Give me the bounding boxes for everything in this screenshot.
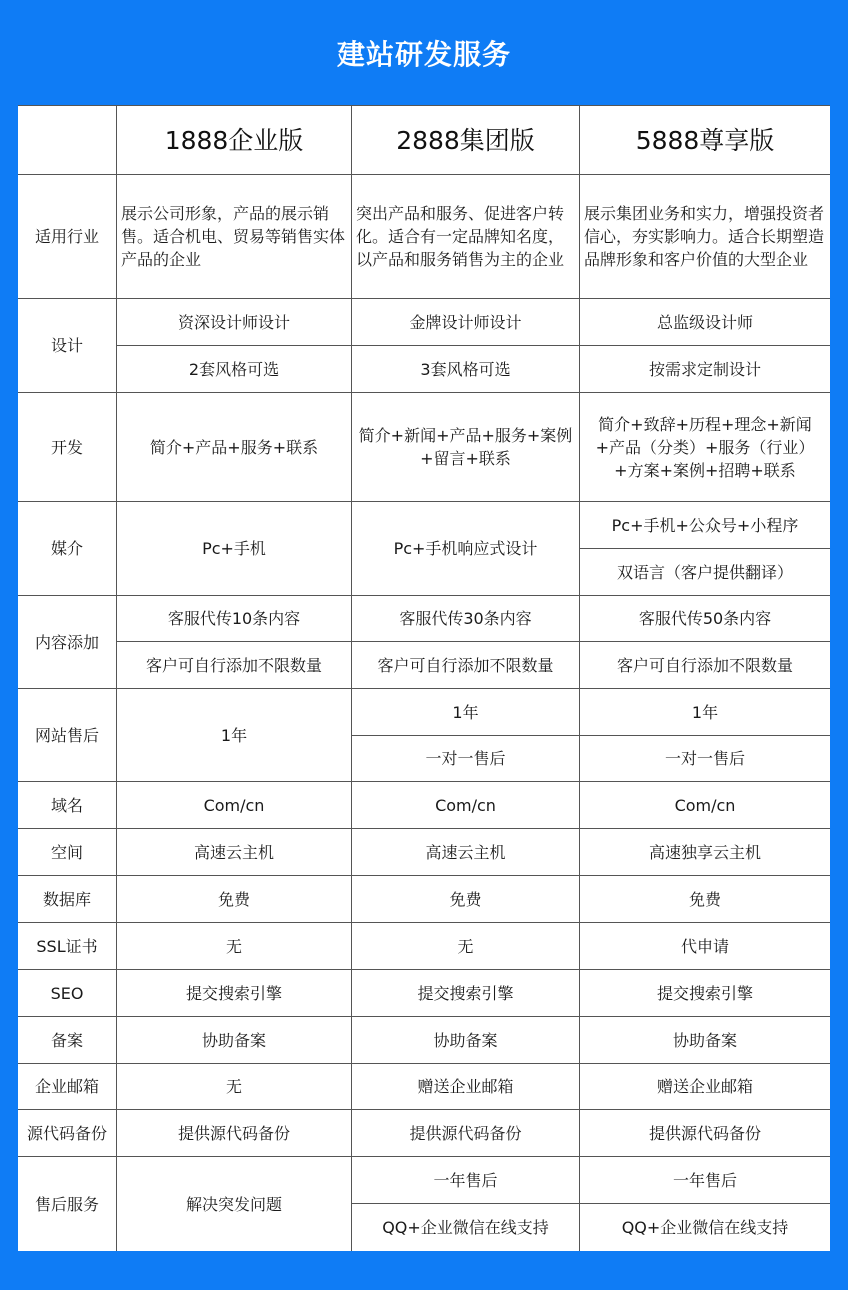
site-aftersale-plan2-mode: 一对一售后	[352, 736, 580, 782]
media-plan3-language: 双语言（客户提供翻译）	[580, 549, 830, 596]
database-plan1: 免费	[117, 876, 352, 923]
mail-plan1: 无	[117, 1064, 352, 1110]
content-plan1-service: 客服代传10条内容	[117, 596, 352, 642]
database-plan3: 免费	[580, 876, 830, 923]
media-plan1: Pc+手机	[117, 502, 352, 596]
space-plan1: 高速云主机	[117, 829, 352, 876]
header-plan-5888: 5888尊享版	[580, 106, 830, 175]
domain-plan3: Com/cn	[580, 782, 830, 829]
record-plan1: 协助备案	[117, 1017, 352, 1064]
backup-plan3: 提供源代码备份	[580, 1110, 830, 1157]
dev-plan1: 简介+产品+服务+联系	[117, 393, 352, 502]
backup-plan2: 提供源代码备份	[352, 1110, 580, 1157]
media-plan3-platforms: Pc+手机+公众号+小程序	[580, 502, 830, 549]
ssl-plan1: 无	[117, 923, 352, 970]
design-plan3-styles: 按需求定制设计	[580, 346, 830, 393]
page-title: 建站研发服务	[336, 37, 511, 71]
industry-plan2: 突出产品和服务、促进客户转化。适合有一定品牌知名度，以产品和服务销售为主的企业	[352, 175, 580, 299]
industry-plan3: 展示集团业务和实力，增强投资者信心，夯实影响力。适合长期塑造品牌形象和客户价值的大型企业	[580, 175, 830, 299]
service-plan1: 解决突发问题	[117, 1157, 352, 1251]
seo-plan3: 提交搜索引擎	[580, 970, 830, 1017]
service-plan3-support: QQ+企业微信在线支持	[621, 1218, 789, 1237]
ssl-plan3: 代申请	[580, 923, 830, 970]
design-plan2-styles: 3套风格可选	[352, 346, 580, 393]
row-label-design: 设计	[18, 299, 117, 393]
record-plan3: 协助备案	[580, 1017, 830, 1064]
dev-plan3: 简介+致辞+历程+理念+新闻+产品（分类）+服务（行业）+方案+案例+招聘+联系	[580, 393, 830, 502]
row-label-industry: 适用行业	[18, 175, 117, 299]
row-label-domain: 域名	[18, 782, 117, 829]
row-label-space: 空间	[18, 829, 117, 876]
site-aftersale-plan3-mode: 一对一售后	[580, 736, 830, 782]
row-label-service: 售后服务	[18, 1157, 117, 1251]
dev-plan2: 简介+新闻+产品+服务+案例+留言+联系	[352, 393, 580, 502]
header-plan-1888: 1888企业版	[117, 106, 352, 175]
domain-plan2: Com/cn	[352, 782, 580, 829]
row-label-content: 内容添加	[18, 596, 117, 689]
ssl-plan2: 无	[352, 923, 580, 970]
row-label-dev: 开发	[18, 393, 117, 502]
service-plan3-period: 一年售后	[580, 1157, 830, 1204]
design-plan1-designer: 资深设计师设计	[117, 299, 352, 346]
space-plan2: 高速云主机	[352, 829, 580, 876]
content-plan3-self: 客户可自行添加不限数量	[580, 642, 830, 689]
header-corner	[18, 106, 117, 175]
row-label-backup: 源代码备份	[18, 1110, 117, 1157]
backup-plan1: 提供源代码备份	[117, 1110, 352, 1157]
row-label-record: 备案	[18, 1017, 117, 1064]
industry-plan1: 展示公司形象，产品的展示销售。适合机电、贸易等销售实体产品的企业	[117, 175, 352, 299]
design-plan1-styles: 2套风格可选	[117, 346, 352, 393]
pricing-table	[18, 105, 830, 1251]
database-plan2: 免费	[352, 876, 580, 923]
record-plan2: 协助备案	[352, 1017, 580, 1064]
row-label-seo: SEO	[18, 970, 117, 1017]
media-plan2: Pc+手机响应式设计	[352, 502, 580, 596]
row-label-media: 媒介	[18, 502, 117, 596]
row-label-database: 数据库	[18, 876, 117, 923]
content-plan1-self: 客户可自行添加不限数量	[117, 642, 352, 689]
space-plan3: 高速独享云主机	[580, 829, 830, 876]
row-label-site-aftersale: 网站售后	[18, 689, 117, 782]
site-aftersale-plan1: 1年	[117, 689, 352, 782]
row-label-ssl: SSL证书	[18, 923, 117, 970]
service-plan2-period: 一年售后	[352, 1157, 580, 1204]
service-plan2-support: QQ+企业微信在线支持	[352, 1204, 580, 1251]
content-plan2-self: 客户可自行添加不限数量	[352, 642, 580, 689]
seo-plan2: 提交搜索引擎	[352, 970, 580, 1017]
design-plan2-designer: 金牌设计师设计	[352, 299, 580, 346]
design-plan3-designer: 总监级设计师	[580, 299, 830, 346]
seo-plan1: 提交搜索引擎	[117, 970, 352, 1017]
mail-plan2: 赠送企业邮箱	[352, 1064, 580, 1110]
domain-plan1: Com/cn	[117, 782, 352, 829]
mail-plan3: 赠送企业邮箱	[580, 1064, 830, 1110]
content-plan3-service: 客服代传50条内容	[580, 596, 830, 642]
content-plan2-service: 客服代传30条内容	[352, 596, 580, 642]
header-plan-2888: 2888集团版	[352, 106, 580, 175]
site-aftersale-plan3-period: 1年	[580, 689, 830, 736]
row-label-mail: 企业邮箱	[18, 1064, 117, 1110]
site-aftersale-plan2-period: 1年	[352, 689, 580, 736]
